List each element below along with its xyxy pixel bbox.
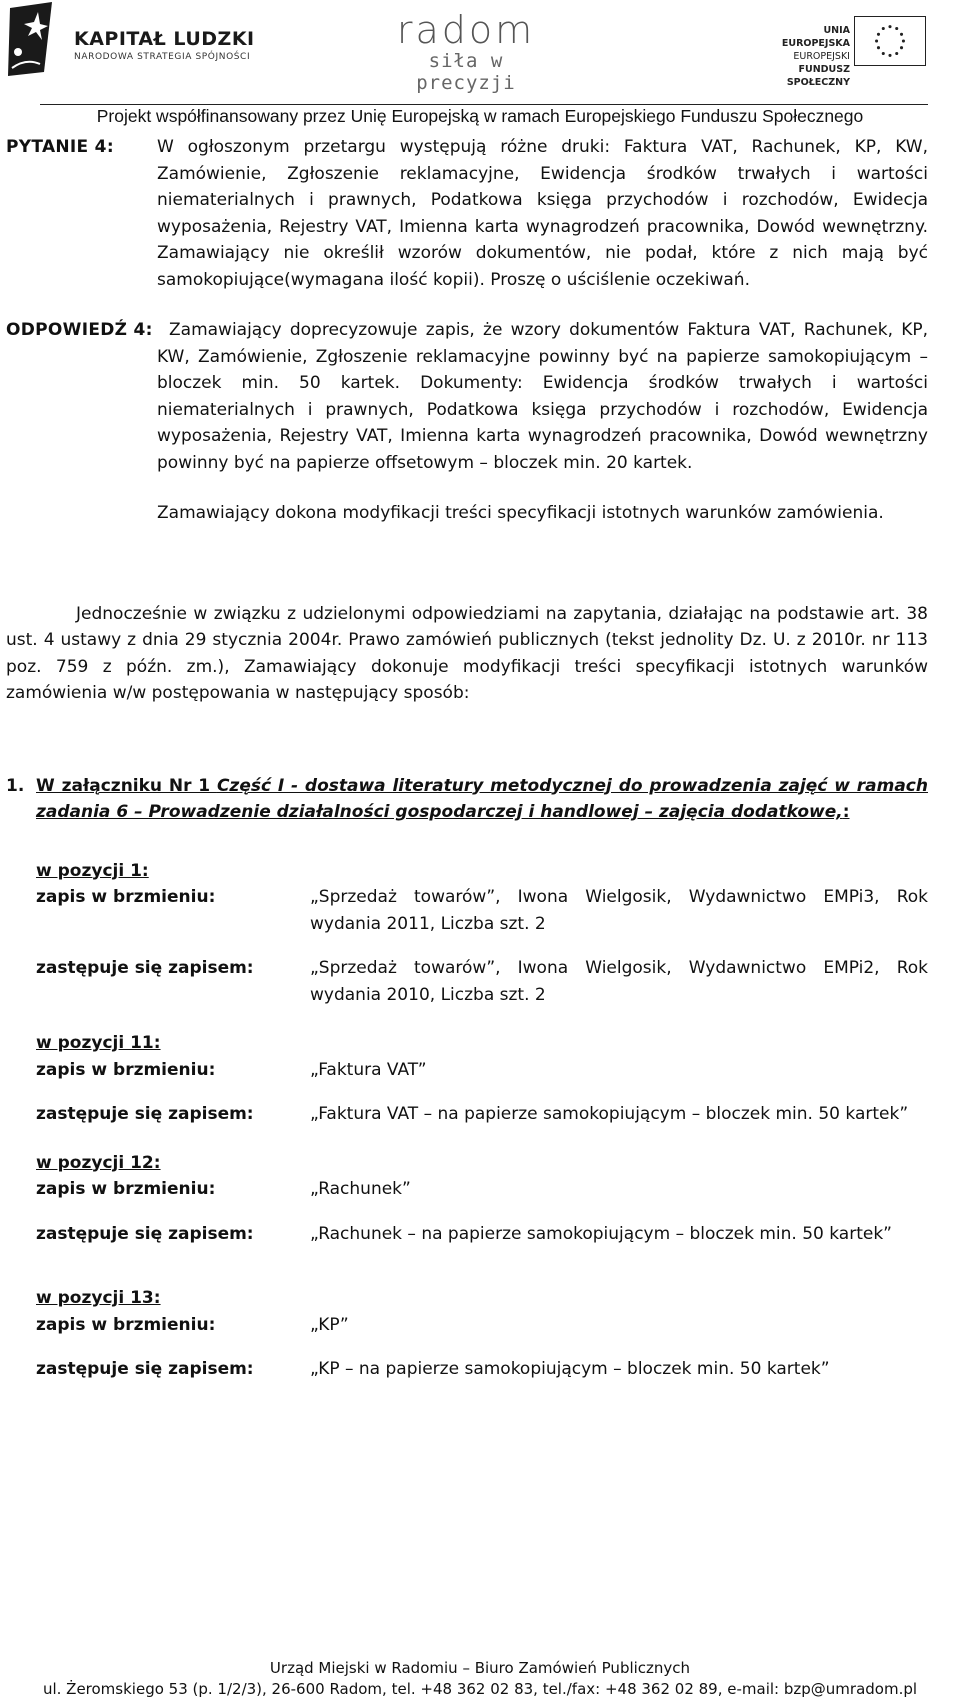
position-heading: w pozycji 11: — [36, 1033, 161, 1053]
kapital-ludzki-title: KAPITAŁ LUDZKI — [74, 28, 255, 50]
kapital-ludzki-subtitle: NARODOWA STRATEGIA SPÓJNOŚCI — [74, 52, 251, 62]
kapital-ludzki-logo — [6, 2, 256, 80]
position-heading: w pozycji 12: — [36, 1152, 161, 1173]
answer-text-1: Zamawiający doprecyzowuje zapis, że wzory dokumentów Faktura VAT, Rachunek, KP, KW, Zamówienie, Zgłoszenie reklamacyjne powinny być na papierze samokopiującym – bloczek min. 50 kartek. Dokumenty: Ewidencja środków trwałych i wartości niematerialnych i prawnych, Podatkowa księga przychodów i rozchodów, Ewidencja wyposażenia, Rejestry VAT, Imienna karta wynagrodzeń pracownika, Dowód wewnętrzny powinny być na papierze offsetowym – bloczek min. 20 kartek. — [157, 320, 928, 473]
section-title-italic: Część I - dostawa literatury metodycznej do prowadzenia zajęć w ramach zadania 6 – Prowadzenie działalności gospodarczej i handlowej – zajęcia dodatkowe, — [36, 775, 928, 822]
eu-logo-line2: EUROPEJSKI — [793, 51, 850, 62]
section-title-plain: W załączniku Nr 1 — [36, 775, 217, 796]
question-text: W ogłoszonym przetargu występują różne druki: Faktura VAT, Rachunek, KP, KW, Zamówienie, Zgłoszenie reklamacyjne, Ewidencja środków trwałych i wartości niematerialnych i prawnych, Podatkowa księga przychodów i rozchodów, Ewidecja wyposażenia, Rejestry VAT, Imienna karta wynagrodzeń pracownika, Dowód wewnętrzny. Zamawiający nie określił wzorów dokumentów, nie podał, które z nich mają być samokopiujące(wymagana ilość kopii). Proszę o uściślenie oczekiwań. — [157, 137, 928, 290]
radom-logo — [386, 8, 546, 94]
from-value: „Rachunek” — [310, 1179, 411, 1199]
to-value: „Faktura VAT – na papierze samokopiującym – bloczek min. 50 kartek” — [310, 1104, 909, 1124]
position-11 — [36, 1030, 928, 1128]
position-13 — [36, 1285, 928, 1383]
answer-block — [6, 317, 928, 527]
answer-label: ODPOWIEDŹ 4: — [6, 320, 153, 340]
section-title-end: : — [842, 802, 850, 822]
section-title — [36, 773, 928, 826]
document-body — [6, 134, 928, 1405]
position-1 — [36, 858, 928, 1009]
from-value: „KP” — [310, 1314, 349, 1335]
question-block — [6, 134, 928, 293]
to-value: „KP – na papierze samokopiującym – bloczek min. 50 kartek” — [310, 1359, 830, 1379]
intro-paragraph: Jednocześnie w związku z udzielonymi odpowiedziami na zapytania, działając na podstawie art. 38 ust. 4 ustawy z dnia 29 stycznia 2004r. Prawo zamówień publicznych (tekst jednolity Dz. U. z 2010r. nr 113 poz. 759 z późn. zm.), Zamawiający dokonuje modyfikacji treści specyfikacji istotnych warunków zamówienia w/w postępowania w następujący sposób: — [6, 603, 928, 703]
position-to-row — [36, 1221, 928, 1248]
to-label: zastępuje się zapisem: — [36, 1104, 254, 1124]
to-label: zastępuje się zapisem: — [36, 1223, 254, 1244]
amendment-section-1 — [6, 773, 928, 826]
eu-logo-line1: UNIA EUROPEJSKA — [781, 25, 850, 49]
to-label: zastępuje się zapisem: — [36, 1359, 254, 1379]
position-heading: w pozycji 1: — [36, 860, 149, 881]
from-label: zapis w brzmieniu: — [36, 1059, 216, 1080]
positions-list — [36, 858, 928, 1383]
position-12 — [36, 1150, 928, 1248]
from-value: „Sprzedaż towarów”, Iwona Wielgosik, Wydawnictwo EMPi3, Rok wydania 2011, Liczba szt. 2 — [310, 887, 928, 934]
from-label: zapis w brzmieniu: — [36, 1179, 216, 1199]
answer-body — [157, 317, 928, 527]
footer-line-2: ul. Żeromskiego 53 (p. 1/2/3), 26-600 Radom, tel. +48 362 02 83, tel./fax: +48 362 02 89, e-mail: bzp@umradom.pl — [42, 1680, 918, 1698]
from-label: zapis w brzmieniu: — [36, 887, 216, 907]
from-value: „Faktura VAT” — [310, 1059, 427, 1080]
section-number: 1. — [6, 775, 25, 796]
page-header — [0, 0, 960, 126]
answer-paragraph-1 — [157, 317, 928, 476]
kapital-ludzki-emblem-icon — [6, 2, 66, 76]
radom-logo-name: radom — [396, 8, 536, 52]
eu-logo-text — [768, 24, 850, 89]
position-heading: w pozycji 13: — [36, 1288, 161, 1308]
question-label: PYTANIE 4: — [6, 137, 114, 157]
position-to-row — [36, 1101, 928, 1128]
eu-logo-line3: FUNDUSZ SPOŁECZNY — [786, 64, 850, 88]
footer-line-1: Urząd Miejski w Radomiu – Biuro Zamówień Publicznych — [269, 1659, 691, 1677]
to-label: zastępuje się zapisem: — [36, 958, 254, 978]
page-footer — [0, 1658, 960, 1700]
position-from-row — [36, 1176, 928, 1203]
position-to-row — [36, 1356, 928, 1383]
to-value: „Sprzedaż towarów”, Iwona Wielgosik, Wydawnictwo EMPi2, Rok wydania 2010, Liczba szt. 2 — [310, 958, 928, 1005]
eu-social-fund-logo — [768, 16, 958, 88]
radom-logo-tagline: siła w precyzji — [416, 50, 516, 94]
position-from-row — [36, 1312, 928, 1339]
project-caption: Projekt współfinansowany przez Unię Europejską w ramach Europejskiego Funduszu Społecznego — [96, 106, 864, 126]
answer-paragraph-2: Zamawiający dokona modyfikacji treści specyfikacji istotnych warunków zamówienia. — [157, 503, 884, 523]
position-from-row — [36, 884, 928, 937]
eu-flag-icon — [854, 16, 926, 66]
header-divider — [40, 104, 928, 105]
position-from-row — [36, 1057, 928, 1084]
to-value: „Rachunek – na papierze samokopiującym – bloczek min. 50 kartek” — [310, 1223, 892, 1244]
position-to-row — [36, 955, 928, 1008]
from-label: zapis w brzmieniu: — [36, 1314, 216, 1335]
